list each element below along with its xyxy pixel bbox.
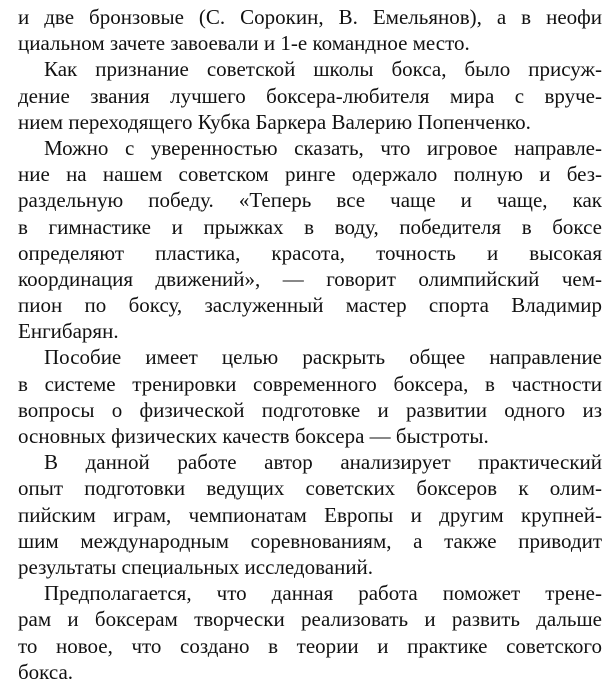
text-line: в системе тренировки современного боксера, в частности	[18, 371, 602, 396]
text-line: пион по боксу, заслуженный мастер спорта Владимир	[18, 293, 602, 318]
text-line: шим международным соревнованиям, а также приводит	[18, 528, 602, 553]
text-line: Пособие имеет целью раскрыть общее направление	[44, 345, 602, 370]
text-line: определяют пластика, красота, точность и высокая	[18, 240, 602, 265]
text-line: бокса.	[18, 659, 74, 684]
text-line: основных физических качеств боксера — быстроты.	[18, 424, 489, 448]
text-line: Предполагается, что данная работа поможет трене-	[44, 581, 602, 606]
text-line: Можно с уверенностью сказать, что игровое направле-	[44, 135, 602, 160]
text-line: координация движений», — говорит олимпийский чем-	[18, 266, 602, 291]
text-line: В данной работе автор анализирует практический	[44, 450, 602, 475]
text-line: в гимнастике и прыжках в воду, победителя в боксе	[18, 214, 602, 239]
text-line: опыт подготовки ведущих советских боксеров к олим-	[18, 476, 602, 501]
paragraph-author-analysis	[18, 449, 602, 580]
text-line: Енгибарян.	[18, 319, 119, 344]
text-line: пийским играм, чемпионатам Европы и другим крупней-	[18, 502, 602, 527]
text-line: нием переходящего Кубка Баркера Валерию Попенченко.	[18, 109, 531, 134]
text-line: вопросы о физической подготовке и развитии одного из	[18, 397, 602, 422]
text-line: Как признание советской школы бокса, было присуж-	[44, 57, 602, 82]
paragraph-manual-purpose	[18, 344, 602, 449]
text-line: рам и боксерам творчески реализовать и развить дальше	[18, 607, 602, 632]
text-line: ние на нашем советском ринге одержало полную и без-	[18, 162, 602, 187]
text-line: циальном зачете завоевали и 1-е командное место.	[18, 31, 470, 56]
text-line: раздельную победу. «Теперь все чаще и чаще, как	[18, 188, 602, 213]
paragraph-barker-cup	[18, 56, 602, 135]
text-line: результаты специальных исследований.	[18, 554, 374, 579]
paragraph-expected-use	[18, 580, 602, 685]
text-line: дение звания лучшего боксера-любителя мира с вруче-	[18, 83, 602, 108]
paragraph-playing-style	[18, 135, 602, 345]
text-line: и две бронзовые (С. Сорокин, В. Емельянов), а в неофи	[18, 5, 602, 29]
text-line: то новое, что создано в теории и практике советского	[18, 633, 602, 658]
paragraph-olympic-results	[18, 4, 602, 56]
